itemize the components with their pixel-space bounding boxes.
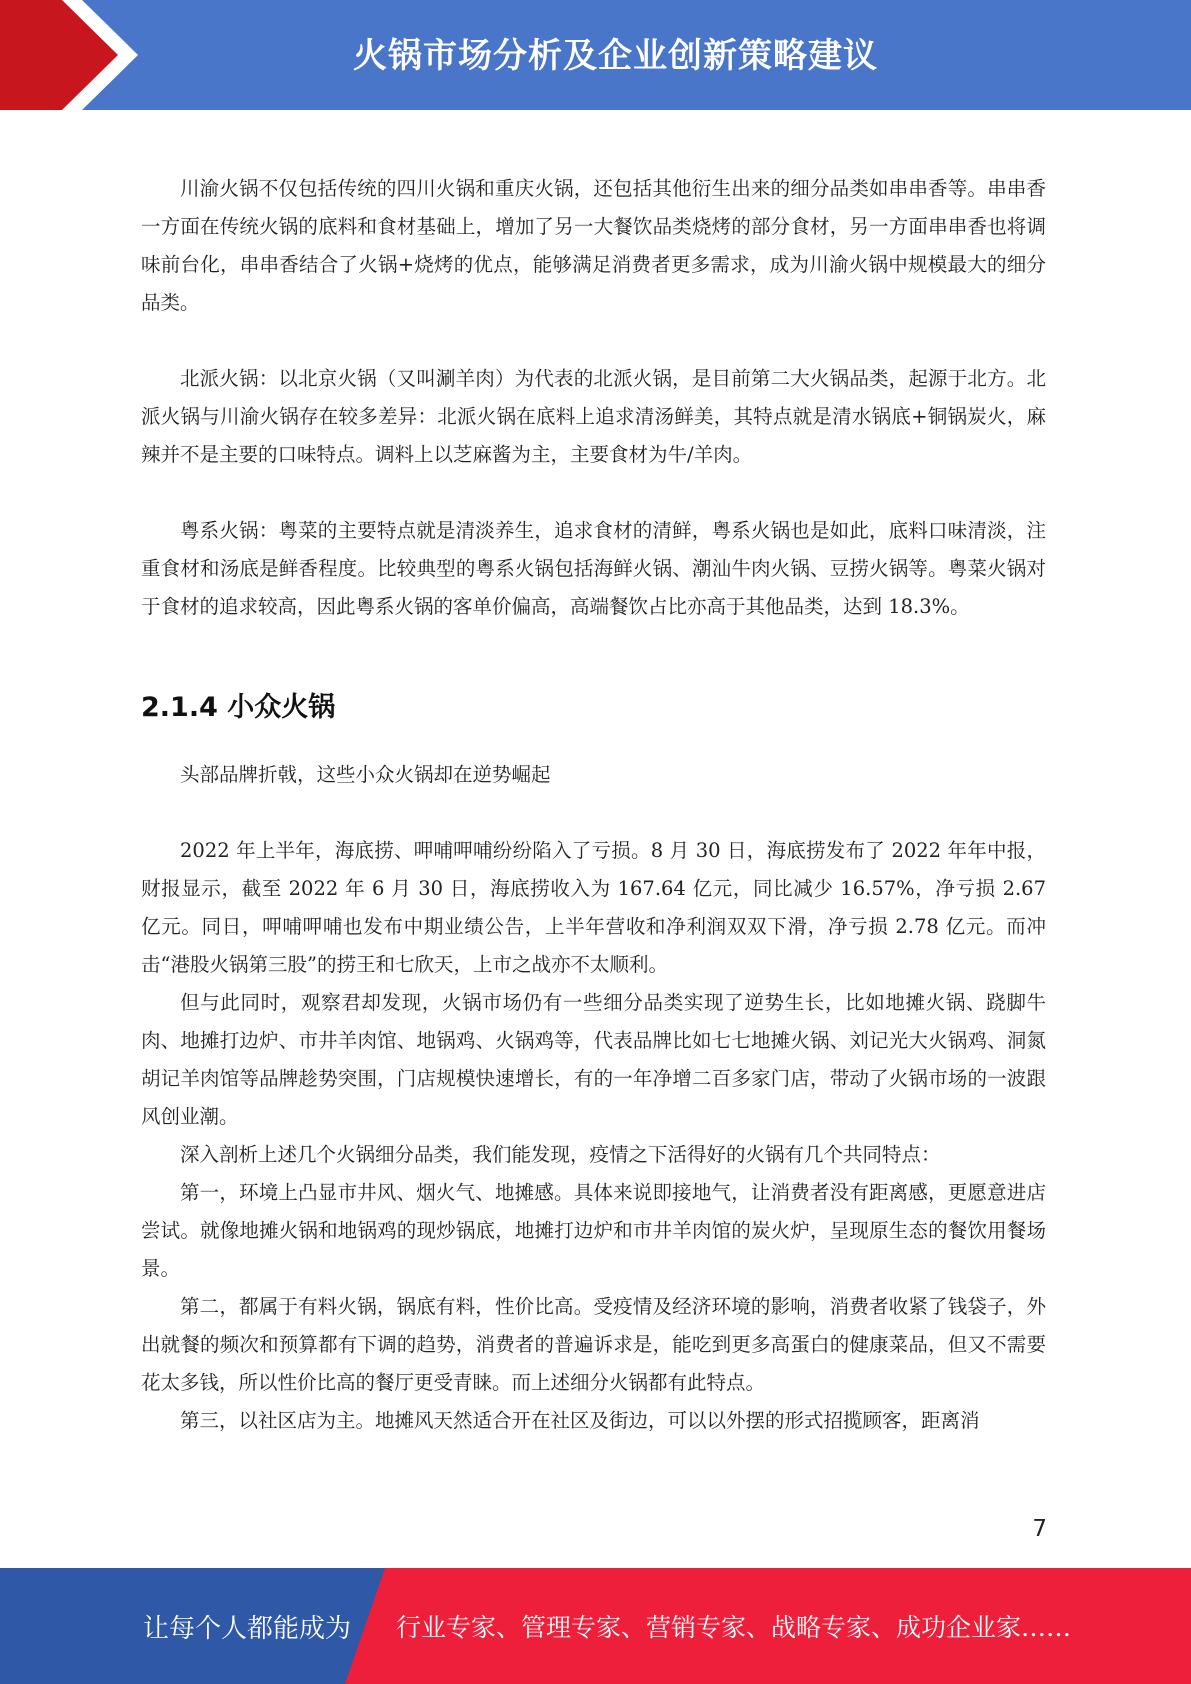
paragraph: 第二，都属于有料火锅，锅底有料，性价比高。受疫情及经济环境的影响，消费者收紧了钱袋子，外出就餐的频次和预算都有下调的趋势，消费者的普遍诉求是，能吃到更多高蛋白的健康菜品，但又不需要花太多钱，所以性价比高的餐厅更受青睐。而上述细分火锅都有此特点。 bbox=[141, 1295, 1046, 1394]
paragraph: 川渝火锅不仅包括传统的四川火锅和重庆火锅，还包括其他衍生出来的细分品类如串串香等。串串香一方面在传统火锅的底料和食材基础上，增加了另一大餐饮品类烧烤的部分食材，另一方面串串香也将调味前台化，串串香结合了火锅+烧烤的优点，能够满足消费者更多需求，成为川渝火锅中规模最大的细分品类。 bbox=[141, 177, 1046, 314]
paragraph: 粤系火锅：粤菜的主要特点就是清淡养生，追求食材的清鲜，粤系火锅也是如此，底料口味清淡，注重食材和汤底是鲜香程度。比较典型的粤系火锅包括海鲜火锅、潮汕牛肉火锅、豆捞火锅等。粤菜火锅对于食材的追求较高，因此粤系火锅的客单价偏高，高端餐饮占比亦高于其他品类，达到 18.3%。 bbox=[141, 519, 1046, 618]
footer-slogan-right: 行业专家、管理专家、营销专家、战略专家、成功企业家…… bbox=[396, 1613, 1072, 1642]
page-title: 火锅市场分析及企业创新策略建议 bbox=[353, 36, 878, 76]
paragraph: 2022 年上半年，海底捞、呷哺呷哺纷纷陷入了亏损。8 月 30 日，海底捞发布了 2022 年年中报，财报显示，截至 2022 年 6 月 30 日，海底捞收入为 167.64 亿元，同比减少 16.57%，净亏损 2.67 亿元。同日，呷哺呷哺也发布中期业绩公告，上半年营收和净利润双双下滑，净亏损 2.78 亿元。而冲击“港股火锅第三股”的捞王和七欣天，上市之战亦不太顺利。 bbox=[141, 839, 1046, 976]
section-heading: 2.1.4 小众火锅 bbox=[141, 692, 336, 723]
subtitle-paragraph: 头部品牌折戟，这些小众火锅却在逆势崛起 bbox=[180, 763, 551, 786]
paragraph: 但与此同时，观察君却发现，火锅市场仍有一些细分品类实现了逆势生长，比如地摊火锅、跷脚牛肉、地摊打边炉、市井羊肉馆、地锅鸡、火锅鸡等，代表品牌比如七七地摊火锅、刘记光大火锅鸡、洞氮胡记羊肉馆等品牌趁势突围，门店规模快速增长，有的一年净增二百多家门店，带动了火锅市场的一波跟风创业潮。 bbox=[141, 991, 1046, 1128]
page-number: 7 bbox=[1032, 1516, 1047, 1542]
page-footer bbox=[0, 1568, 1191, 1684]
paragraph: 第三，以社区店为主。地摊风天然适合开在社区及街边，可以以外摆的形式招揽顾客，距离消 bbox=[180, 1409, 980, 1432]
paragraph: 北派火锅：以北京火锅（又叫涮羊肉）为代表的北派火锅，是目前第二大火锅品类，起源于北方。北派火锅与川渝火锅存在较多差异：北派火锅在底料上追求清汤鲜美，其特点就是清水锅底+铜锅炭火，麻辣并不是主要的口味特点。调料上以芝麻酱为主，主要食材为牛/羊肉。 bbox=[141, 367, 1046, 466]
page-header bbox=[0, 0, 1191, 110]
paragraph: 深入剖析上述几个火锅细分品类，我们能发现，疫情之下活得好的火锅有几个共同特点： bbox=[180, 1143, 941, 1166]
footer-slogan-left: 让每个人都能成为 bbox=[143, 1614, 352, 1644]
main-content bbox=[141, 170, 1046, 1440]
paragraph: 第一，环境上凸显市井风、烟火气、地摊感。具体来说即接地气，让消费者没有距离感，更愿意进店尝试。就像地摊火锅和地锅鸡的现炒锅底，地摊打边炉和市井羊肉馆的炭火炉，呈现原生态的餐饮用餐场景。 bbox=[141, 1181, 1046, 1280]
